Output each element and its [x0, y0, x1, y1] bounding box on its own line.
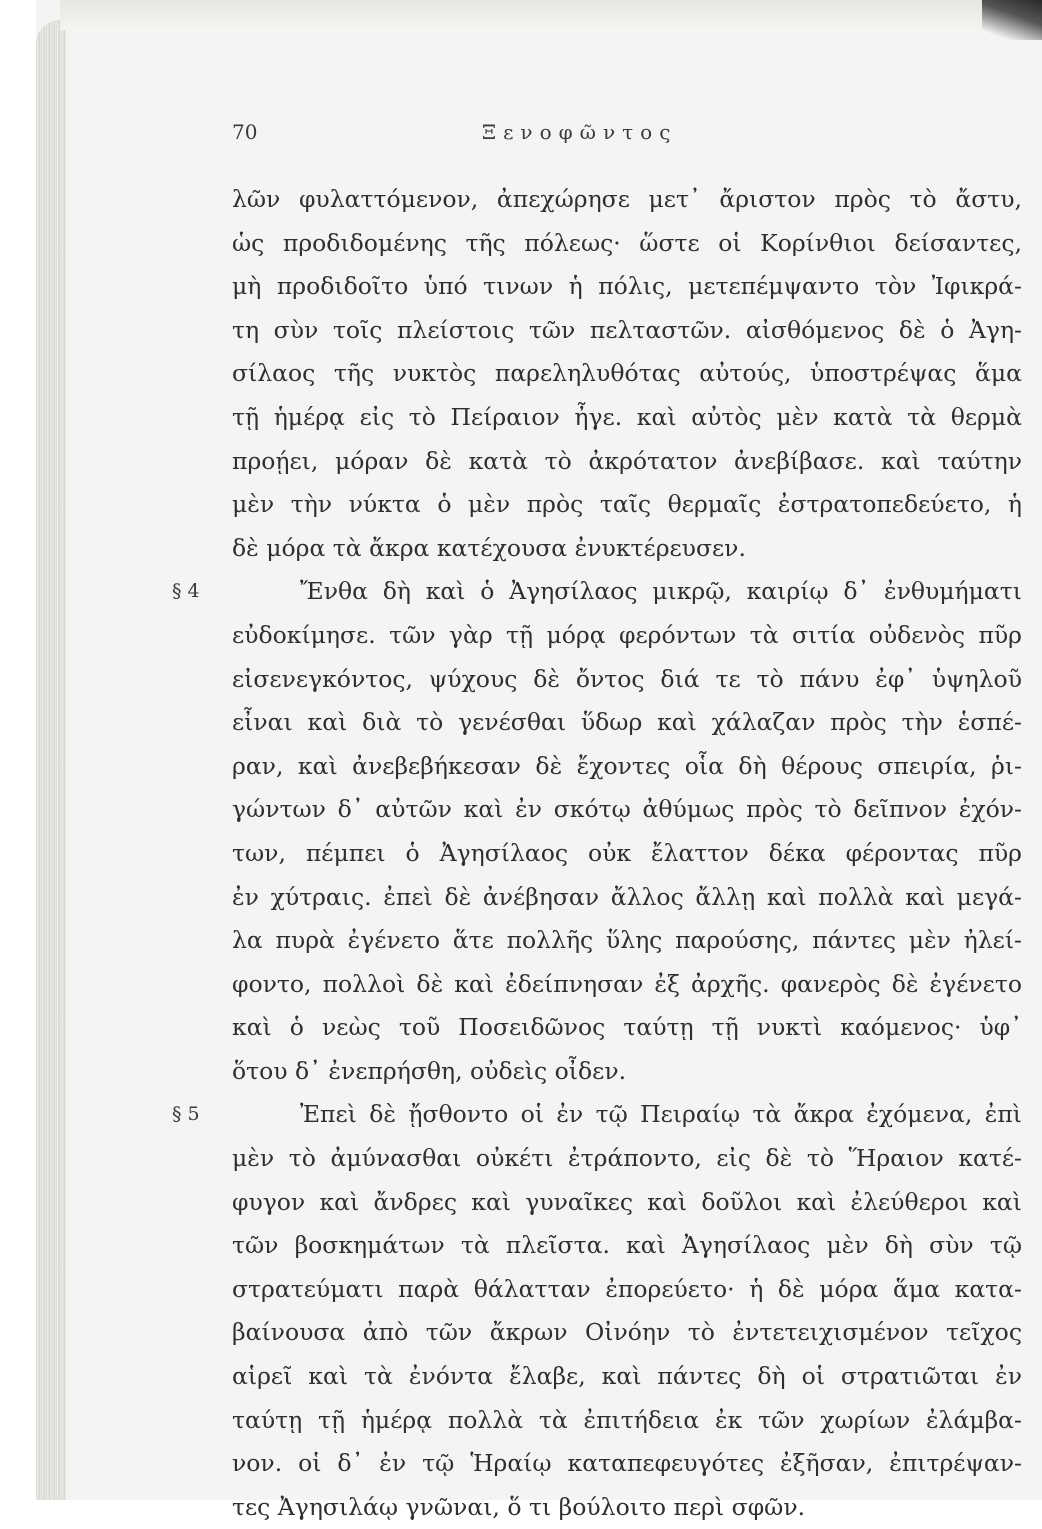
text-line: μὲν τὴν νύκτα ὁ μὲν πρὸς ταῖς θερμαῖς ἐστρατοπεδεύετο, ἡ	[232, 490, 1022, 519]
text-line: δὲ μόρα τὰ ἄκρα κατέχουσα ἐνυκτέρευσεν.	[232, 533, 746, 562]
text-line: Ἐπεὶ δὲ ᾔσθοντο οἱ ἐν τῷ Πειραίῳ τὰ ἄκρα ἐχόμενα, ἐπὶ	[300, 1100, 1022, 1129]
text-line: μὲν τὸ ἀμύνασθαι οὐκέτι ἐτράποντο, εἰς δὲ τὸ Ἥραιον κατέ-	[232, 1144, 1022, 1173]
text-line: γώντων δ᾽ αὐτῶν καὶ ἐν σκότῳ ἀθύμως πρὸς τὸ δεῖπνον ἐχόν-	[232, 795, 1022, 824]
corner-shadow	[982, 0, 1042, 40]
text-line: εἶναι καὶ διὰ τὸ γενέσθαι ὕδωρ καὶ χάλαζαν πρὸς τὴν ἑσπέ-	[232, 708, 1022, 737]
text-line: ταύτῃ τῇ ἡμέρᾳ πολλὰ τὰ ἐπιτήδεια ἐκ τῶν χωρίων ἐλάμβα-	[232, 1405, 1022, 1434]
text-line: τες Ἀγησιλάῳ γνῶναι, ὅ τι βούλοιτο περὶ σφῶν.	[232, 1492, 806, 1521]
running-head	[232, 120, 1022, 150]
text-line: ὅτου δ᾽ ἐνεπρήσθη, οὐδεὶς οἶδεν.	[232, 1056, 627, 1085]
text-line: φοντο, πολλοὶ δὲ καὶ ἐδείπνησαν ἐξ ἀρχῆς. φανερὸς δὲ ἐγένετο	[232, 969, 1022, 998]
text-line: εἰσενεγκόντος, ψύχους δὲ ὄντος διά τε τὸ πάνυ ἐφ᾽ ὑψηλοῦ	[232, 664, 1022, 693]
text-line: τῇ ἡμέρᾳ εἰς τὸ Πείραιον ἦγε. καὶ αὐτὸς μὲν κατὰ τὰ θερμὰ	[232, 402, 1022, 431]
section-marker: § 5	[172, 1103, 200, 1126]
text-line: στρατεύματι παρὰ θάλατταν ἐπορεύετο· ἡ δὲ μόρα ἅμα κατα-	[232, 1274, 1022, 1303]
text-line: ὡς προδιδομένης τῆς πόλεως· ὥστε οἱ Κορίνθιοι δείσαντες,	[232, 228, 1022, 257]
text-line: τῶν βοσκημάτων τὰ πλεῖστα. καὶ Ἀγησίλαος μὲν δὴ σὺν τῷ	[232, 1231, 1022, 1260]
text-line: ἐν χύτραις. ἐπεὶ δὲ ἀνέβησαν ἄλλος ἄλλῃ καὶ πολλὰ καὶ μεγά-	[232, 882, 1022, 911]
section-4	[172, 570, 1022, 614]
top-shadow	[60, 0, 1042, 30]
text-line: νον. οἱ δ᾽ ἐν τῷ Ἡραίῳ καταπεφευγότες ἐξῆσαν, ἐπιτρέψαν-	[232, 1449, 1022, 1478]
page-number: 70	[232, 120, 258, 144]
text-line: λα πυρὰ ἐγένετο ἅτε πολλῆς ὕλης παρούσης, πάντες μὲν ἠλεί-	[232, 926, 1022, 955]
text-line: αἱρεῖ καὶ τὰ ἐνόντα ἔλαβε, καὶ πάντες δὴ οἱ στρατιῶται ἐν	[232, 1362, 1022, 1391]
book-title: Ξενοφῶντος	[482, 120, 678, 144]
text-line: καὶ ὁ νεὼς τοῦ Ποσειδῶνος ταύτῃ τῇ νυκτὶ καόμενος· ὑφ᾽	[232, 1013, 1022, 1042]
text-line: προῄει, μόραν δὲ κατὰ τὸ ἀκρότατον ἀνεβίβασε. καὶ ταύτην	[232, 446, 1022, 475]
text-line: Ἔνθα δὴ καὶ ὁ Ἀγησίλαος μικρῷ, καιρίῳ δ᾽ ἐνθυμήματι	[300, 577, 1022, 606]
page-edges	[36, 20, 66, 1500]
text-line: φυγον καὶ ἄνδρες καὶ γυναῖκες καὶ δοῦλοι καὶ ἐλεύθεροι καὶ	[232, 1187, 1022, 1216]
text-line: ραν, καὶ ἀνεβεβήκεσαν δὲ ἔχοντες οἷα δὴ θέρους σπειρία, ῥι-	[232, 751, 1022, 780]
body-text	[172, 178, 1022, 1529]
scan-margin	[0, 0, 36, 1500]
section-5	[172, 1093, 1022, 1137]
text-line: μὴ προδιδοῖτο ὑπό τινων ἡ πόλις, μετεπέμψαντο τὸν Ἰφικρά-	[232, 272, 1022, 301]
text-line: εὐδοκίμησε. τῶν γὰρ τῇ μόρᾳ φερόντων τὰ σιτία οὐδενὸς πῦρ	[232, 620, 1022, 649]
section-marker: § 4	[172, 580, 200, 603]
text-line: των, πέμπει ὁ Ἀγησίλαος οὐκ ἔλαττον δέκα φέροντας πῦρ	[232, 838, 1022, 867]
text-line: σίλαος τῆς νυκτὸς παρεληλυθότας αὐτούς, ὑποστρέψας ἅμα	[232, 359, 1022, 388]
text-line: λῶν φυλαττόμενον, ἀπεχώρησε μετ᾽ ἄριστον πρὸς τὸ ἄστυ,	[232, 185, 1022, 213]
text-line: τη σὺν τοῖς πλείστοις τῶν πελταστῶν. αἰσθόμενος δὲ ὁ Ἀγη-	[232, 315, 1022, 344]
text-line: βαίνουσα ἀπὸ τῶν ἄκρων Οἰνόην τὸ ἐντετειχισμένον τεῖχος	[232, 1318, 1022, 1347]
